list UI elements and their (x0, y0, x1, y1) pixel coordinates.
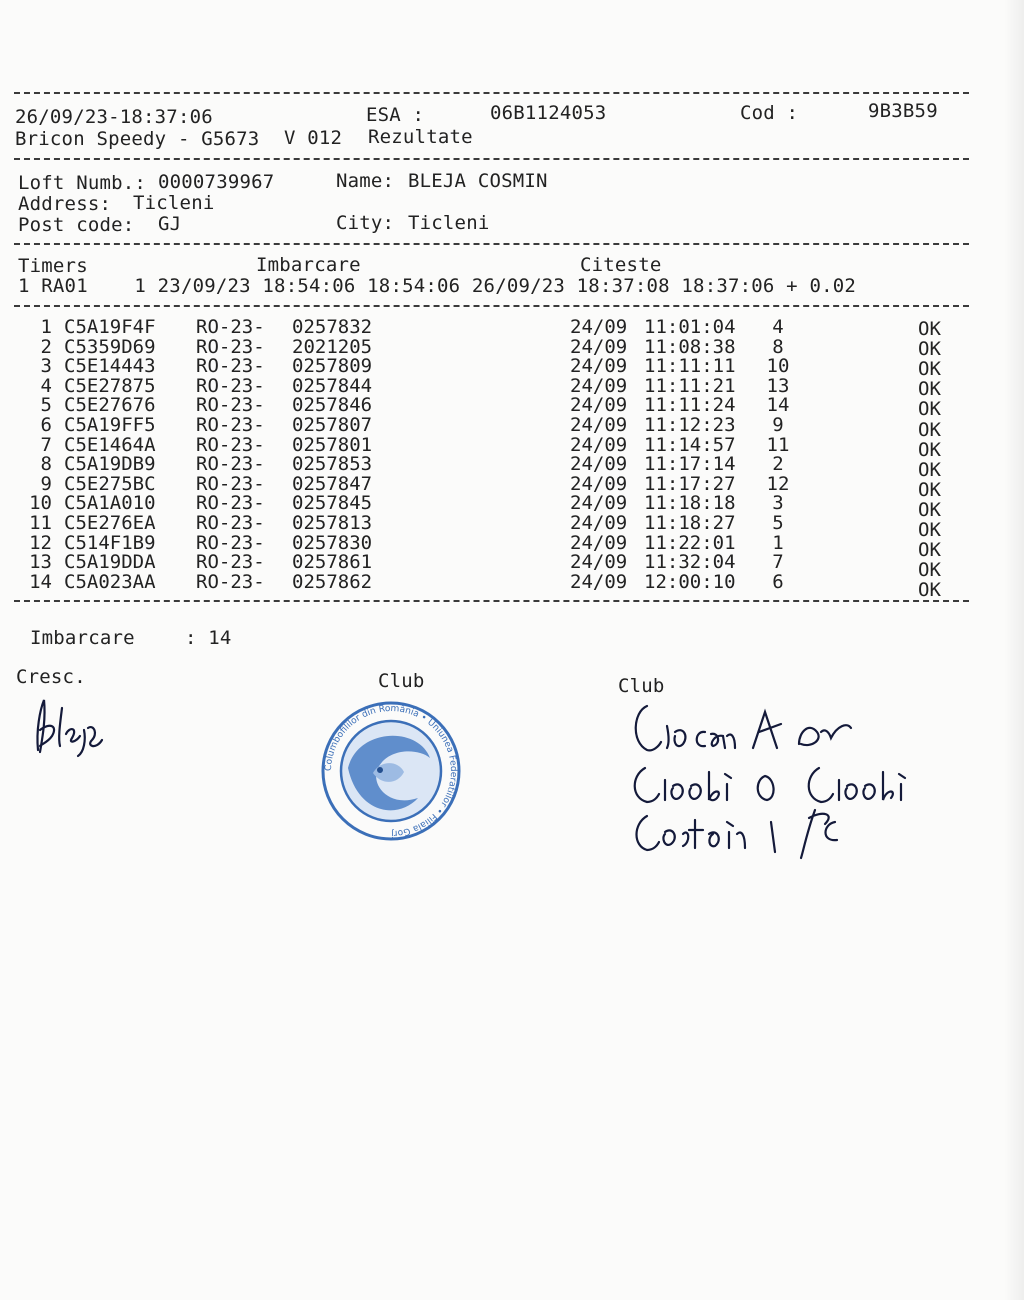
status-ok: OK (918, 579, 941, 602)
arrival-date: 24/09 (570, 492, 628, 515)
timers-label: Timers (18, 255, 88, 277)
club-label-1: Club (378, 670, 425, 692)
cresc-label: Cresc. (16, 666, 86, 688)
table-row (0, 414, 1024, 441)
arrival-time: 11:22:01 (644, 531, 736, 554)
bird-chip-id: C514F1B9 (64, 531, 156, 554)
separator-line (14, 600, 969, 602)
club-handwritten-notes (625, 692, 915, 862)
arrival-date: 24/09 (570, 335, 628, 358)
device-name: Bricon Speedy - G5673 (15, 128, 260, 150)
place-number: 9 (772, 414, 784, 436)
arrival-date: 24/09 (570, 394, 628, 417)
ring-prefix: RO-23- (196, 316, 265, 338)
ring-prefix: RO-23- (196, 433, 265, 456)
table-row (0, 570, 1024, 602)
version: V 012 (284, 127, 343, 149)
arrival-time: 11:12:23 (644, 414, 736, 436)
arrival-date: 24/09 (570, 316, 628, 338)
ring-number: 0257861 (292, 551, 373, 574)
arrival-time: 11:11:24 (644, 394, 736, 417)
place-number: 12 (766, 472, 790, 495)
city-value: Ticleni (408, 212, 490, 234)
row-index: 3 (40, 355, 52, 378)
arrival-time: 11:17:14 (644, 453, 736, 476)
name-value: BLEJA COSMIN (408, 170, 548, 192)
ring-prefix: RO-23- (196, 551, 265, 574)
timer-line: 1 RA01 1 23/09/23 18:54:06 18:54:06 26/09/23 18:37:08 18:37:06 + 0.02 (18, 275, 857, 297)
ring-prefix: RO-23- (196, 394, 265, 417)
arrival-time: 12:00:10 (644, 570, 736, 593)
place-number: 10 (766, 355, 790, 378)
scan-edge-shadow (1004, 0, 1024, 1300)
arrival-time: 11:18:18 (644, 492, 736, 515)
ring-prefix: RO-23- (196, 492, 265, 515)
bird-chip-id: C5A19DB9 (64, 453, 156, 476)
arrival-date: 24/09 (570, 472, 628, 495)
bird-chip-id: C5A19F4F (64, 316, 156, 338)
separator-line (14, 243, 969, 245)
imbarcare-summary-value: : 14 (185, 627, 232, 649)
arrival-date: 24/09 (570, 570, 628, 593)
arrival-date: 24/09 (570, 414, 628, 436)
arrival-date: 24/09 (570, 355, 628, 378)
bird-chip-id: C5E14443 (64, 355, 156, 378)
ring-prefix: RO-23- (196, 374, 265, 397)
arrival-date: 24/09 (570, 433, 628, 456)
separator-line (14, 92, 969, 94)
ring-prefix: RO-23- (196, 355, 265, 378)
bird-chip-id: C5A19DDA (64, 551, 156, 574)
ring-number: 0257847 (292, 472, 373, 495)
place-number: 1 (772, 531, 784, 554)
status-ok: OK (918, 318, 941, 340)
imbarcare-summary-label: Imbarcare (30, 627, 135, 649)
ring-number: 0257844 (292, 374, 373, 397)
row-index: 4 (40, 374, 52, 397)
row-index: 9 (40, 472, 52, 495)
place-number: 13 (766, 374, 790, 397)
arrival-date: 24/09 (570, 551, 628, 574)
arrival-date: 24/09 (570, 531, 628, 554)
ring-number: 0257813 (292, 512, 373, 534)
arrival-time: 11:18:27 (644, 512, 736, 534)
row-index: 2 (40, 335, 52, 358)
place-number: 11 (766, 433, 790, 456)
arrival-date: 24/09 (570, 453, 628, 476)
loft-number-label: Loft Numb.: (18, 172, 147, 194)
loft-number-value: 0000739967 (158, 171, 275, 193)
row-index: 5 (40, 394, 52, 417)
breeder-signature (28, 690, 118, 760)
stamp-text: Columbofililor din România • Uniunea Federatiilor • Filiala Gorj (323, 703, 459, 839)
bird-chip-id: C5E1464A (64, 433, 156, 456)
bird-chip-id: C5359D69 (64, 335, 156, 358)
status-ok: OK (918, 458, 941, 481)
bird-chip-id: C5E276EA (64, 512, 156, 534)
arrival-time: 11:01:04 (644, 316, 736, 338)
separator-line (14, 158, 969, 160)
row-index: 8 (40, 453, 52, 476)
row-index: 11 (29, 512, 52, 534)
place-number: 4 (772, 316, 784, 338)
print-datetime: 26/09/23-18:37:06 (15, 106, 213, 128)
bird-chip-id: C5E27875 (64, 374, 156, 397)
arrival-time: 11:11:21 (644, 374, 736, 397)
ring-number: 0257853 (292, 453, 373, 476)
ring-number: 0257809 (292, 355, 373, 378)
arrival-time: 11:11:11 (644, 355, 736, 378)
place-number: 3 (772, 492, 784, 515)
ring-prefix: RO-23- (196, 335, 265, 358)
club-label-2: Club (618, 675, 665, 697)
place-number: 5 (772, 512, 784, 534)
status-ok: OK (918, 338, 941, 361)
ring-number: 0257832 (292, 316, 373, 338)
ring-number: 0257862 (292, 570, 373, 593)
report-title: Rezultate (368, 126, 473, 148)
ring-number: 0257846 (292, 394, 373, 417)
place-number: 2 (772, 453, 784, 476)
citeste-column-label: Citeste (580, 254, 662, 276)
row-index: 1 (40, 316, 52, 338)
status-ok: OK (918, 438, 941, 461)
place-number: 14 (766, 394, 790, 417)
row-index: 6 (40, 414, 52, 436)
status-ok: OK (918, 378, 941, 401)
bird-chip-id: C5E27676 (64, 394, 156, 417)
arrival-time: 11:14:57 (644, 433, 736, 456)
separator-line (14, 305, 969, 307)
address-value: Ticleni (133, 192, 215, 214)
arrival-time: 11:32:04 (644, 551, 736, 574)
city-label: City: (336, 212, 395, 234)
esa-value: 06B1124053 (490, 102, 607, 124)
ring-prefix: RO-23- (196, 531, 265, 554)
ring-number: 2021205 (292, 335, 373, 358)
status-ok: OK (918, 498, 941, 521)
place-number: 8 (772, 335, 784, 358)
address-label: Address: (18, 193, 112, 215)
bird-chip-id: C5A19FF5 (64, 414, 156, 436)
status-ok: OK (918, 559, 941, 582)
bird-chip-id: C5A023AA (64, 570, 156, 593)
status-ok: OK (918, 478, 941, 501)
ring-number: 0257807 (292, 414, 373, 436)
club-stamp (318, 698, 464, 844)
bird-chip-id: C5E275BC (64, 472, 156, 495)
row-index: 13 (29, 551, 52, 574)
bird-chip-id: C5A1A010 (64, 492, 156, 515)
ring-prefix: RO-23- (196, 414, 265, 436)
status-ok: OK (918, 398, 941, 421)
ring-prefix: RO-23- (196, 472, 265, 495)
ring-prefix: RO-23- (196, 512, 265, 534)
row-index: 12 (29, 531, 52, 554)
status-ok: OK (918, 358, 941, 381)
postcode-value: GJ (158, 213, 182, 235)
arrival-time: 11:17:27 (644, 472, 736, 495)
place-number: 7 (772, 551, 784, 574)
place-number: 6 (772, 570, 784, 593)
ring-prefix: RO-23- (196, 453, 265, 476)
table-row (0, 318, 1024, 338)
ring-prefix: RO-23- (196, 570, 265, 593)
imbarcare-column-label: Imbarcare (256, 254, 361, 276)
cod-label: Cod : (740, 102, 799, 124)
arrival-date: 24/09 (570, 512, 628, 534)
ring-number: 0257845 (292, 492, 373, 515)
row-index: 7 (40, 433, 52, 456)
cod-value: 9B3B59 (868, 100, 938, 122)
ring-number: 0257830 (292, 531, 373, 554)
table-row (0, 512, 1024, 541)
row-index: 10 (29, 492, 52, 515)
arrival-time: 11:08:38 (644, 335, 736, 358)
esa-label: ESA : (366, 104, 425, 126)
postcode-label: Post code: (18, 214, 135, 236)
arrival-date: 24/09 (570, 374, 628, 397)
status-ok: OK (918, 539, 941, 562)
status-ok: OK (918, 418, 941, 441)
row-index: 14 (29, 570, 52, 593)
ring-number: 0257801 (292, 433, 373, 456)
name-label: Name: (336, 170, 395, 192)
status-ok: OK (918, 519, 941, 541)
